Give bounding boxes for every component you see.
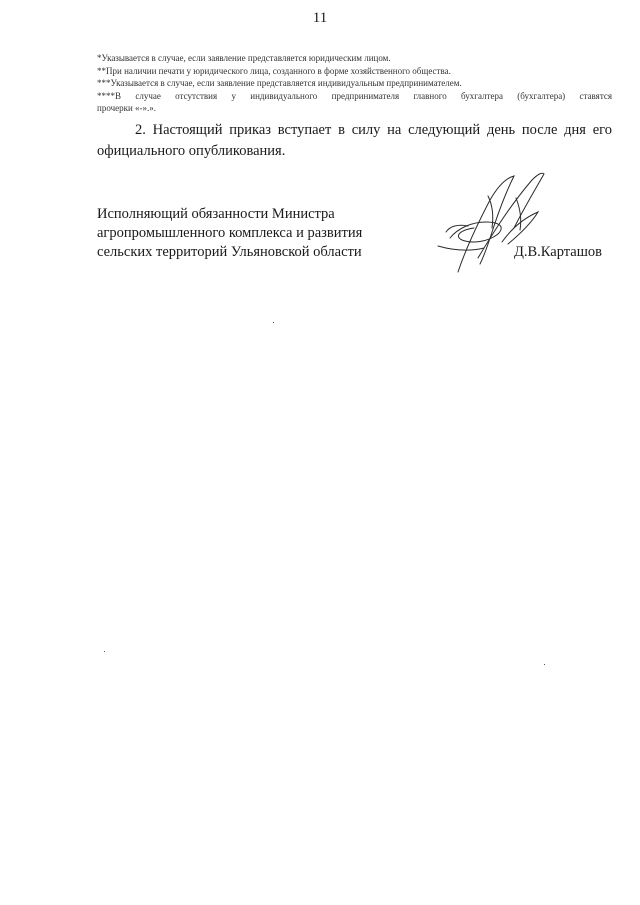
signer-title: [97, 205, 362, 262]
scan-speck: [273, 322, 274, 323]
footnote-4: ****В случае отсутствия у индивидуального предпринимателя главного бухгалтера (бухгалтера) ставятся: [97, 90, 612, 101]
footnote-4-continuation: прочерки «-».».: [97, 103, 157, 113]
signer-title-line-1: Исполняющий обязанности Министра: [97, 206, 335, 222]
footnote-1: *Указывается в случае, если заявление представляется юридическим лицом.: [97, 53, 391, 63]
footnote-2: **При наличии печати у юридического лица, созданного в форме хозяйственного общества.: [97, 65, 451, 76]
effective-date-paragraph: 2. Настоящий приказ вступает в силу на следующий день после дня его официального опубликования.: [97, 122, 612, 159]
page-number: 11: [312, 10, 328, 26]
handwritten-signature: [428, 168, 558, 278]
scan-speck: [104, 651, 105, 652]
scan-speck: [544, 664, 545, 665]
signer-name: Д.В.Карташов: [514, 244, 602, 260]
footnote-3: ***Указывается в случае, если заявление представляется индивидуальным предпринимателем.: [97, 78, 462, 88]
signer-title-line-3: сельских территорий Ульяновской области: [97, 244, 362, 260]
footnotes: [97, 52, 612, 115]
signer-title-line-2: агропромышленного комплекса и развития: [97, 225, 363, 241]
